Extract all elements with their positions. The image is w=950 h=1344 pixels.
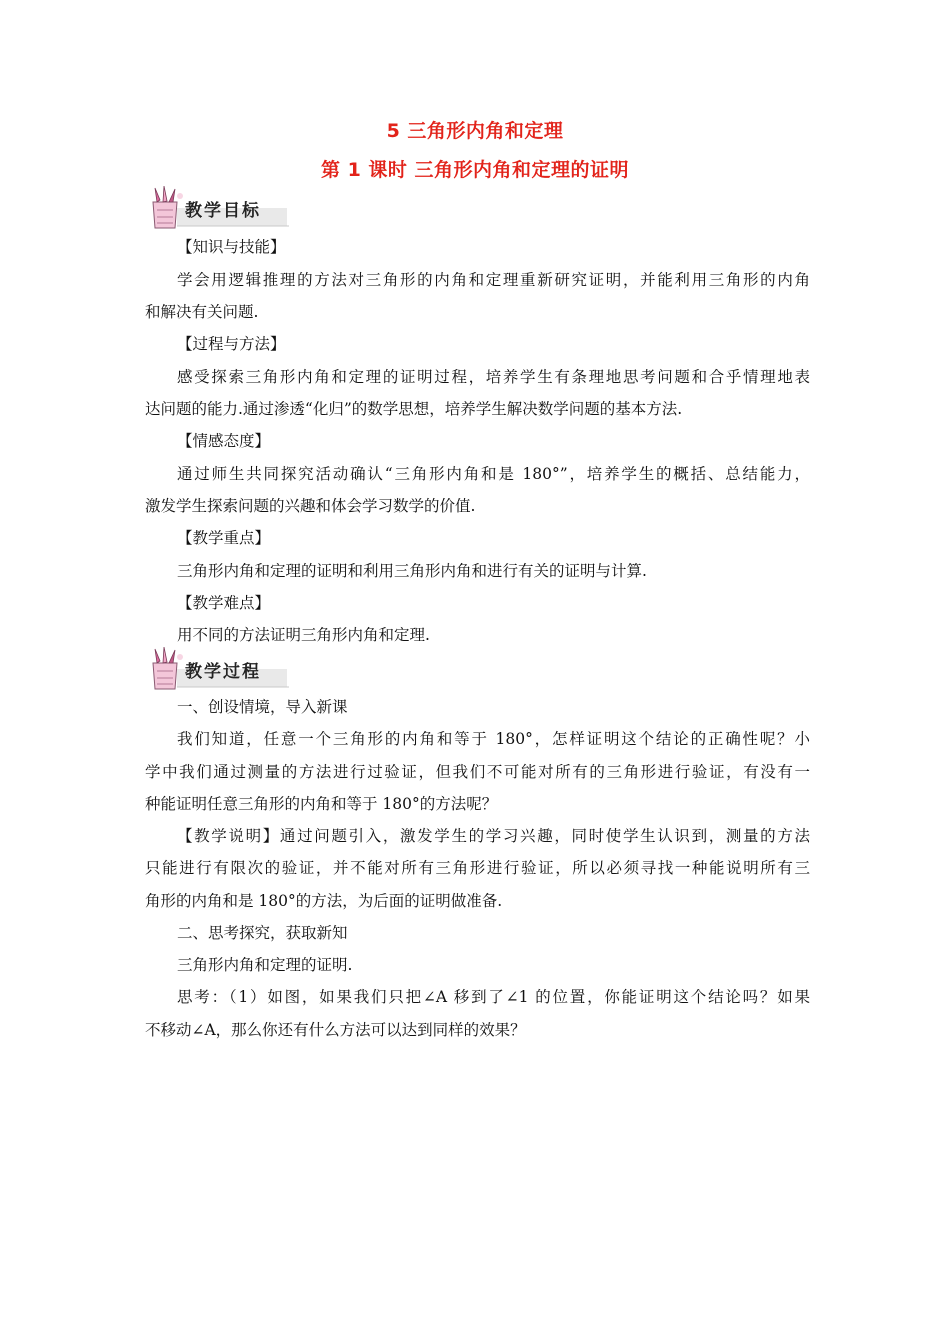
knowledge-text-line: 和解决有关问题. [145,303,259,321]
attitude-text-line: 激发学生探索问题的兴趣和体会学习数学的价值. [145,497,476,515]
step1-text-line: 种能证明任意三角形的内角和等于 180°的方法呢？ [145,795,498,813]
attitude-heading: 【情感态度】 [177,432,271,450]
knowledge-text-line: 学会用逻辑推理的方法对三角形的内角和定理重新研究证明，并能利用三角形的内角 [177,271,810,289]
objectives-section-badge [147,186,292,230]
knowledge-heading: 【知识与技能】 [177,238,286,256]
objectives-badge-label: 教学目标 [185,201,261,221]
process-method-text-line: 达问题的能力.通过渗透“化归”的数学思想，培养学生解决数学问题的基本方法. [145,400,683,418]
step1-text-line: 学中我们通过测量的方法进行过验证，但我们不可能对所有的三角形进行验证，有没有一 [145,763,810,781]
process-badge-label: 教学过程 [185,662,261,682]
process-method-heading: 【过程与方法】 [177,335,286,353]
step1-heading: 一、创设情境，导入新课 [177,698,348,716]
teaching-note-line: 只能进行有限次的验证，并不能对所有三角形进行验证，所以必须寻找一种能说明所有三 [145,859,810,877]
step2-question-line: 思考：（1）如图，如果我们只把∠A 移到了∠1 的位置，你能证明这个结论吗？如果 [177,988,810,1006]
step2-text: 三角形内角和定理的证明. [177,956,353,974]
teaching-note-line: 角形的内角和是 180°的方法，为后面的证明做准备. [145,892,503,910]
step2-heading: 二、思考探究，获取新知 [177,924,348,942]
attitude-text-line: 通过师生共同探究活动确认“三角形内角和是 180°”，培养学生的概括、总结能力， [177,465,810,483]
lesson-subtitle: 第 1 课时 三角形内角和定理的证明 [320,159,630,181]
step1-text-line: 我们知道，任意一个三角形的内角和等于 180°，怎样证明这个结论的正确性呢？小 [177,730,810,748]
lesson-title: 5 三角形内角和定理 [386,120,564,142]
difficulty-text: 用不同的方法证明三角形内角和定理. [177,626,430,644]
teaching-note-line: 【教学说明】通过问题引入，激发学生的学习兴趣，同时使学生认识到，测量的方法 [177,827,810,845]
key-points-text: 三角形内角和定理的证明和利用三角形内角和进行有关的证明与计算. [177,562,647,580]
process-method-text-line: 感受探索三角形内角和定理的证明过程，培养学生有条理地思考问题和合乎情理地表 [177,368,810,386]
process-section-badge [147,647,292,691]
step2-question-line: 不移动∠A，那么你还有什么方法可以达到同样的效果？ [145,1021,526,1039]
difficulty-heading: 【教学难点】 [177,594,271,612]
key-points-heading: 【教学重点】 [177,529,271,547]
